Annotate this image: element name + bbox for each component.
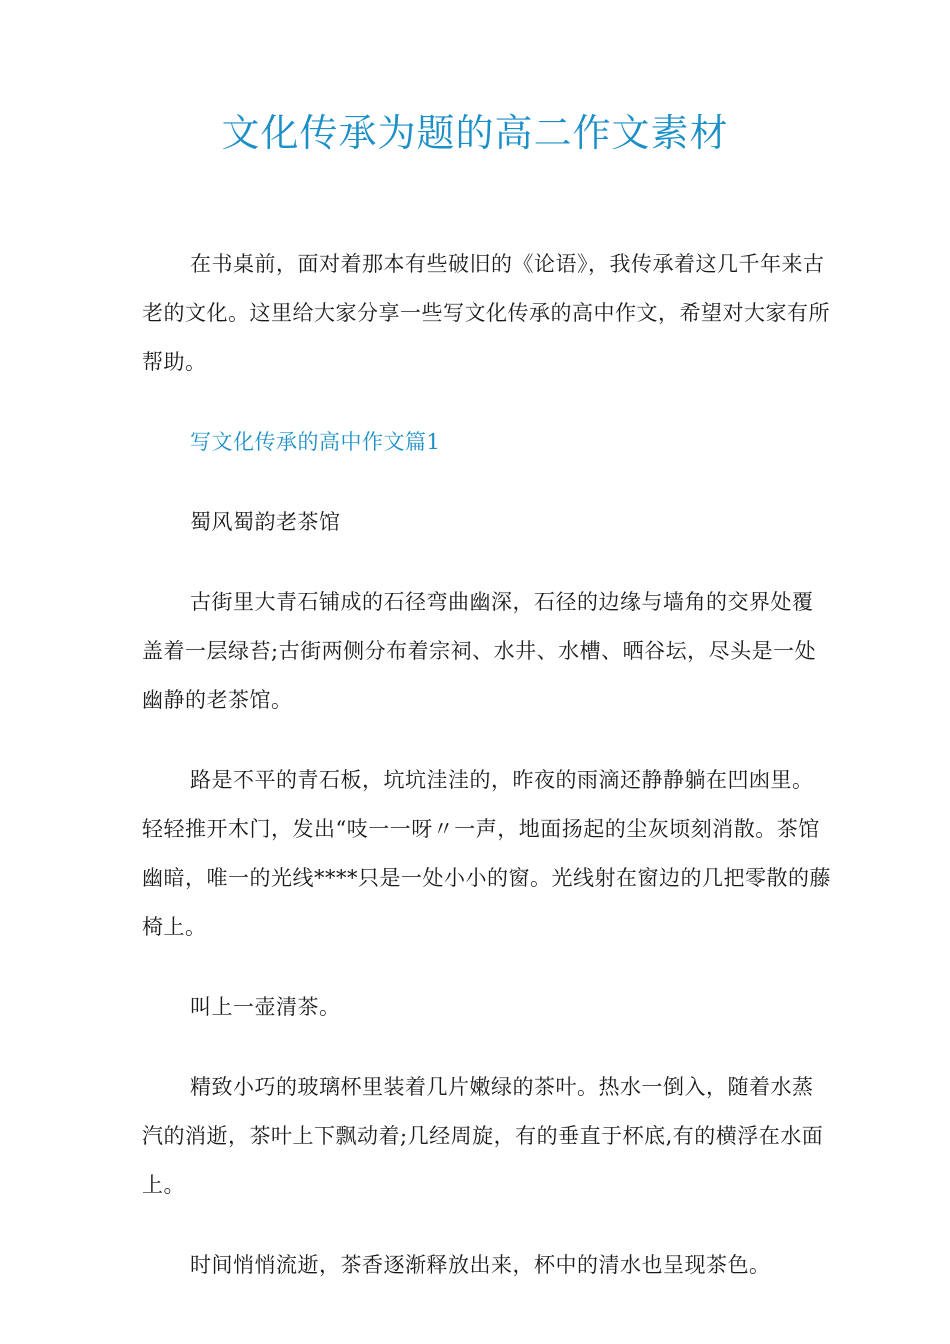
body-paragraph: 精致小巧的玻璃杯里装着几片嫩绿的茶叶。热水一倒入，随着水蒸汽的消逝，茶叶上下飘动着;几经周旋，有的垂直于杯底,有的横浮在水面上。 <box>142 1075 824 1197</box>
body-paragraph: 叫上一壶清茶。 <box>190 995 341 1019</box>
section-heading: 写文化传承的高中作文篇1 <box>190 430 441 454</box>
body-paragraph: 时间悄悄流逝，茶香逐渐释放出来，杯中的清水也呈现茶色。 <box>190 1253 771 1277</box>
body-paragraph: 古街里大青石铺成的石径弯曲幽深，石径的边缘与墙角的交界处覆盖着一层绿苔;古街两侧分布着宗祠、水井、水槽、晒谷坛，尽头是一处幽静的老茶馆。 <box>142 590 817 712</box>
body-paragraph: 路是不平的青石板，坑坑洼洼的，昨夜的雨滴还静静躺在凹凼里。轻轻推开木门，发出“吱一一呀〃一声，地面扬起的尘灰顷刻消散。茶馆幽暗，唯一的光线****只是一处小小的窗。光线射在窗边的几把零散的藤椅上。 <box>142 768 831 939</box>
essay-title: 蜀风蜀韵老茶馆 <box>190 510 341 534</box>
intro-paragraph: 在书桌前，面对着那本有些破旧的《论语》，我传承着这几千年来古老的文化。这里给大家分享一些写文化传承的高中作文，希望对大家有所帮助。 <box>142 252 830 374</box>
document-title: 文化传承为题的高二作文素材 <box>221 111 729 155</box>
document-body <box>142 240 832 1321</box>
